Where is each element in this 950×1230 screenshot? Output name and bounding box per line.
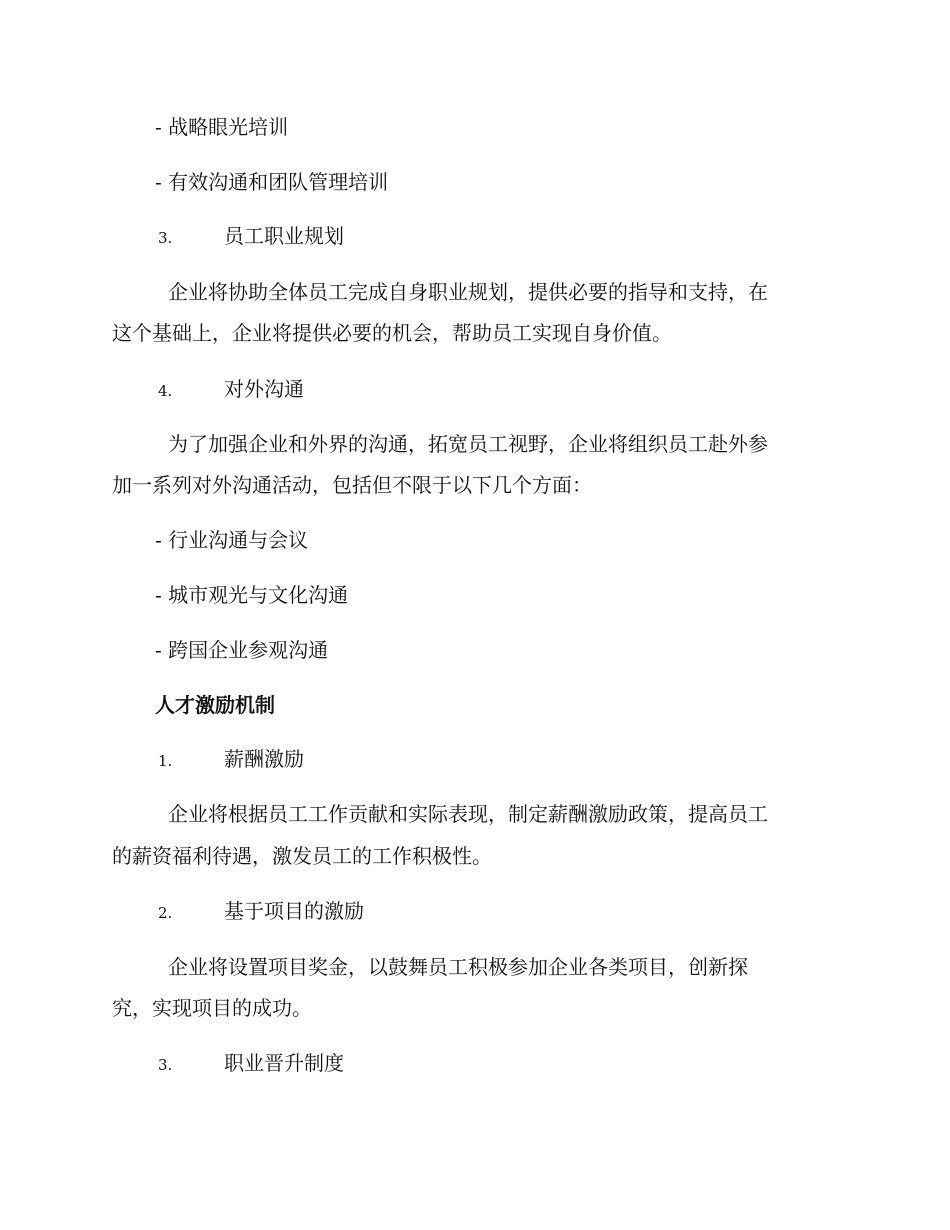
paragraph-salary-line-1: 企业将根据员工工作贡献和实际表现，制定薪酬激励政策，提高员工 — [168, 802, 768, 826]
bullet-city-culture: - 城市观光与文化沟通 — [155, 583, 349, 607]
paragraph-project-line-1: 企业将设置项目奖金，以鼓舞员工积极参加企业各类项目，创新探 — [168, 955, 748, 979]
paragraph-career-line-2: 这个基础上，企业将提供必要的机会，帮助员工实现自身价值。 — [112, 321, 672, 345]
paragraph-external-line-1: 为了加强企业和外界的沟通，拓宽员工视野，企业将组织员工赴外参 — [168, 432, 768, 456]
paragraph-career-line-1: 企业将协助全体员工完成自身职业规划，提供必要的指导和支持，在 — [168, 280, 768, 304]
incentive-2-title: 基于项目的激励 — [224, 899, 364, 923]
incentive-3-number: 3. — [158, 1056, 173, 1074]
paragraph-project-line-2: 究，实现项目的成功。 — [112, 996, 312, 1020]
bullet-industry-meetings: - 行业沟通与会议 — [155, 528, 309, 552]
incentive-2-number: 2. — [158, 904, 173, 922]
item-3-number: 3. — [158, 229, 173, 247]
item-4-title: 对外沟通 — [224, 377, 304, 401]
section-heading-talent-incentive: 人才激励机制 — [155, 693, 275, 717]
incentive-3-title: 职业晋升制度 — [224, 1051, 344, 1075]
bullet-strategic-vision-training: - 战略眼光培训 — [155, 115, 289, 139]
item-3-title: 员工职业规划 — [224, 224, 344, 248]
item-4-number: 4. — [158, 382, 173, 400]
bullet-communication-team-training: - 有效沟通和团队管理培训 — [155, 170, 389, 194]
bullet-multinational-visits: - 跨国企业参观沟通 — [155, 638, 329, 662]
paragraph-salary-line-2: 的薪资福利待遇，激发员工的工作积极性。 — [112, 844, 492, 868]
incentive-1-number: 1. — [158, 752, 173, 770]
incentive-1-title: 薪酬激励 — [224, 747, 304, 771]
paragraph-external-line-2: 加一系列对外沟通活动，包括但不限于以下几个方面： — [112, 473, 592, 497]
